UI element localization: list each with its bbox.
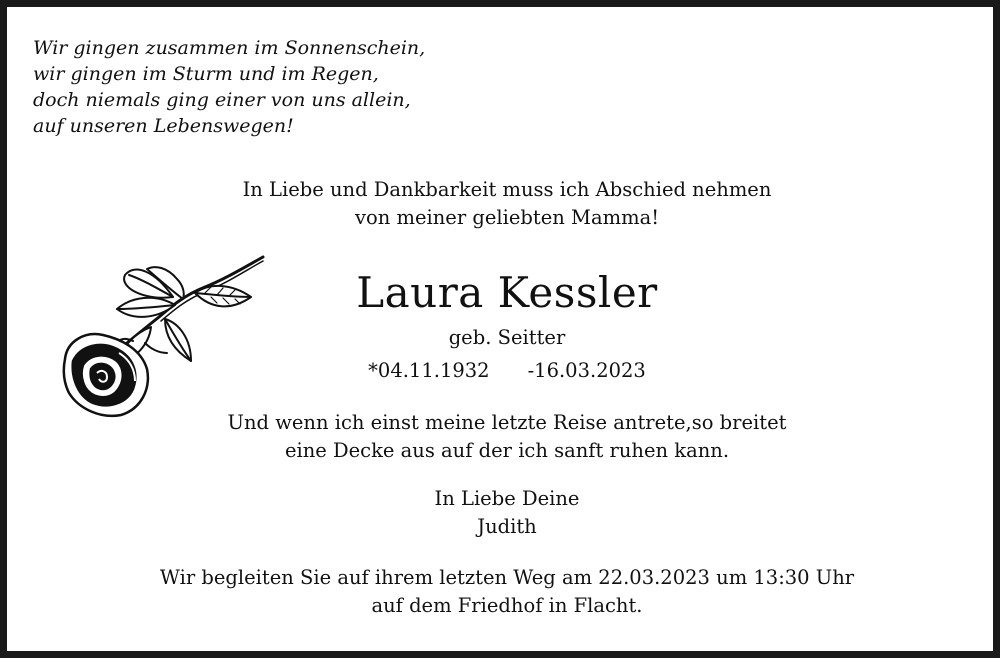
intro-line: In Liebe und Dankbarkeit muss ich Abschied nehmen [242,178,772,201]
poem-line: Wir gingen zusammen im Sonnenschein, [33,37,426,59]
life-dates [7,357,1000,385]
poem [33,35,425,139]
funeral-details [7,564,1000,620]
deceased-name: Laura Kessler [356,268,658,317]
signature [7,485,1000,541]
signature-line: In Liebe Deine [434,487,580,510]
maiden-name: geb. Seitter [448,326,566,349]
poem-line: wir gingen im Sturm und im Regen, [33,63,379,85]
poem-line: auf unseren Lebenswegen! [33,115,294,137]
farewell-intro [7,176,1000,232]
quote-line: Und wenn ich einst meine letzte Reise antrete,so breitet [227,411,787,434]
intro-line: von meiner geliebten Mamma! [354,206,660,229]
quote-line: eine Decke aus auf der ich sanft ruhen kann. [284,439,730,462]
death-date: ‐16.03.2023 [527,359,646,382]
poem-line: doch niemals ging einer von uns allein, [33,89,411,111]
signature-name: Judith [477,515,537,538]
service-line: auf dem Friedhof in Flacht. [371,594,643,617]
farewell-quote [7,409,1000,465]
birth-date: *04.11.1932 [368,359,490,382]
service-line: Wir begleiten Sie auf ihrem letzten Weg am 22.03.2023 um 13:30 Uhr [159,566,855,589]
